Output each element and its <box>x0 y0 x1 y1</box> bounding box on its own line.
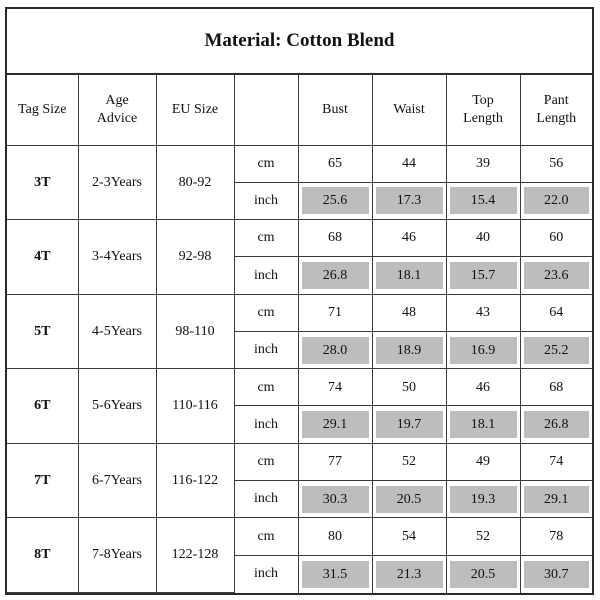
header-pant-line2: Length <box>536 110 577 126</box>
header-waist: Waist <box>372 75 446 145</box>
cm-bust-cell: 71 <box>298 294 372 331</box>
inch-bust-cell <box>298 331 372 368</box>
cm-pant-cell: 60 <box>520 220 592 257</box>
age-advice-cell: 2-3Years <box>78 145 156 220</box>
inch-pant-cell <box>520 182 592 219</box>
header-tag-size: Tag Size <box>7 75 78 145</box>
tag-size-cell: 5T <box>7 294 78 369</box>
unit-inch-cell: inch <box>234 331 298 368</box>
header-unit <box>234 75 298 145</box>
inch-pant-value: 25.2 <box>524 337 590 364</box>
chart-title: Material: Cotton Blend <box>7 9 592 75</box>
inch-top-value: 15.4 <box>450 187 517 214</box>
unit-cm-cell: cm <box>234 518 298 555</box>
age-advice-cell: 3-4Years <box>78 220 156 295</box>
unit-cm-cell: cm <box>234 294 298 331</box>
inch-waist-cell <box>372 555 446 592</box>
tag-size-cell: 8T <box>7 518 78 593</box>
inch-bust-value: 25.6 <box>302 187 369 214</box>
tag-size-cell: 4T <box>7 220 78 295</box>
cm-top-cell: 40 <box>446 220 520 257</box>
cm-bust-cell: 68 <box>298 220 372 257</box>
eu-size-cell: 92-98 <box>156 220 234 295</box>
unit-inch-cell: inch <box>234 182 298 219</box>
table-row-cm <box>7 294 592 331</box>
inch-waist-cell <box>372 182 446 219</box>
table-row-cm <box>7 369 592 406</box>
header-pant-length <box>520 75 592 145</box>
inch-bust-value: 29.1 <box>302 411 369 438</box>
tag-size-cell: 3T <box>7 145 78 220</box>
cm-pant-cell: 74 <box>520 443 592 480</box>
inch-bust-cell <box>298 555 372 592</box>
unit-inch-cell: inch <box>234 406 298 443</box>
inch-top-cell <box>446 555 520 592</box>
size-chart <box>5 7 594 595</box>
inch-waist-cell <box>372 406 446 443</box>
age-advice-cell: 5-6Years <box>78 369 156 444</box>
inch-pant-value: 26.8 <box>524 411 590 438</box>
inch-top-cell <box>446 481 520 518</box>
inch-top-value: 19.3 <box>450 486 517 513</box>
inch-pant-value: 30.7 <box>524 561 590 588</box>
cm-waist-cell: 52 <box>372 443 446 480</box>
cm-pant-cell: 64 <box>520 294 592 331</box>
inch-pant-value: 29.1 <box>524 486 590 513</box>
inch-pant-cell <box>520 555 592 592</box>
inch-bust-cell <box>298 182 372 219</box>
inch-bust-cell <box>298 257 372 294</box>
cm-waist-cell: 50 <box>372 369 446 406</box>
cm-top-cell: 52 <box>446 518 520 555</box>
unit-cm-cell: cm <box>234 369 298 406</box>
inch-bust-value: 30.3 <box>302 486 369 513</box>
inch-bust-value: 28.0 <box>302 337 369 364</box>
cm-waist-cell: 44 <box>372 145 446 182</box>
inch-top-cell <box>446 257 520 294</box>
inch-pant-cell <box>520 406 592 443</box>
unit-cm-cell: cm <box>234 220 298 257</box>
cm-top-cell: 39 <box>446 145 520 182</box>
cm-waist-cell: 48 <box>372 294 446 331</box>
header-row <box>7 75 592 145</box>
cm-bust-cell: 77 <box>298 443 372 480</box>
inch-pant-cell <box>520 331 592 368</box>
inch-top-cell <box>446 182 520 219</box>
header-age-advice <box>78 75 156 145</box>
header-top-line2: Length <box>463 110 503 126</box>
cm-pant-cell: 56 <box>520 145 592 182</box>
cm-bust-cell: 65 <box>298 145 372 182</box>
cm-pant-cell: 78 <box>520 518 592 555</box>
cm-top-cell: 46 <box>446 369 520 406</box>
eu-size-cell: 116-122 <box>156 443 234 518</box>
inch-waist-value: 18.9 <box>376 337 443 364</box>
cm-top-cell: 49 <box>446 443 520 480</box>
age-advice-cell: 4-5Years <box>78 294 156 369</box>
inch-bust-cell <box>298 481 372 518</box>
unit-cm-cell: cm <box>234 443 298 480</box>
unit-inch-cell: inch <box>234 555 298 592</box>
inch-waist-cell <box>372 331 446 368</box>
inch-bust-value: 31.5 <box>302 561 369 588</box>
inch-pant-cell <box>520 481 592 518</box>
header-age-line1: Age <box>105 93 129 109</box>
header-bust: Bust <box>298 75 372 145</box>
age-advice-cell: 6-7Years <box>78 443 156 518</box>
inch-pant-value: 22.0 <box>524 187 590 214</box>
inch-waist-value: 21.3 <box>376 561 443 588</box>
tag-size-cell: 7T <box>7 443 78 518</box>
cm-waist-cell: 46 <box>372 220 446 257</box>
inch-top-value: 15.7 <box>450 262 517 289</box>
header-pant-line1: Pant <box>543 93 569 109</box>
inch-pant-cell <box>520 257 592 294</box>
table-row-cm <box>7 145 592 182</box>
inch-top-cell <box>446 406 520 443</box>
cm-pant-cell: 68 <box>520 369 592 406</box>
unit-inch-cell: inch <box>234 257 298 294</box>
header-age-line2: Advice <box>96 110 138 126</box>
cm-bust-cell: 74 <box>298 369 372 406</box>
eu-size-cell: 98-110 <box>156 294 234 369</box>
table-row-cm <box>7 518 592 555</box>
inch-waist-value: 19.7 <box>376 411 443 438</box>
inch-top-value: 20.5 <box>450 561 517 588</box>
inch-waist-cell <box>372 481 446 518</box>
inch-pant-value: 23.6 <box>524 262 590 289</box>
inch-bust-cell <box>298 406 372 443</box>
header-eu-size: EU Size <box>156 75 234 145</box>
cm-waist-cell: 54 <box>372 518 446 555</box>
inch-waist-value: 18.1 <box>376 262 443 289</box>
cm-top-cell: 43 <box>446 294 520 331</box>
inch-top-cell <box>446 331 520 368</box>
header-top-length <box>446 75 520 145</box>
inch-top-value: 18.1 <box>450 411 517 438</box>
eu-size-cell: 122-128 <box>156 518 234 593</box>
table-row-cm <box>7 443 592 480</box>
inch-waist-value: 20.5 <box>376 486 443 513</box>
tag-size-cell: 6T <box>7 369 78 444</box>
inch-bust-value: 26.8 <box>302 262 369 289</box>
inch-waist-value: 17.3 <box>376 187 443 214</box>
header-top-line1: Top <box>472 93 494 109</box>
cm-bust-cell: 80 <box>298 518 372 555</box>
size-table <box>7 75 592 593</box>
age-advice-cell: 7-8Years <box>78 518 156 593</box>
inch-top-value: 16.9 <box>450 337 517 364</box>
inch-waist-cell <box>372 257 446 294</box>
unit-inch-cell: inch <box>234 481 298 518</box>
table-row-cm <box>7 220 592 257</box>
unit-cm-cell: cm <box>234 145 298 182</box>
eu-size-cell: 80-92 <box>156 145 234 220</box>
eu-size-cell: 110-116 <box>156 369 234 444</box>
